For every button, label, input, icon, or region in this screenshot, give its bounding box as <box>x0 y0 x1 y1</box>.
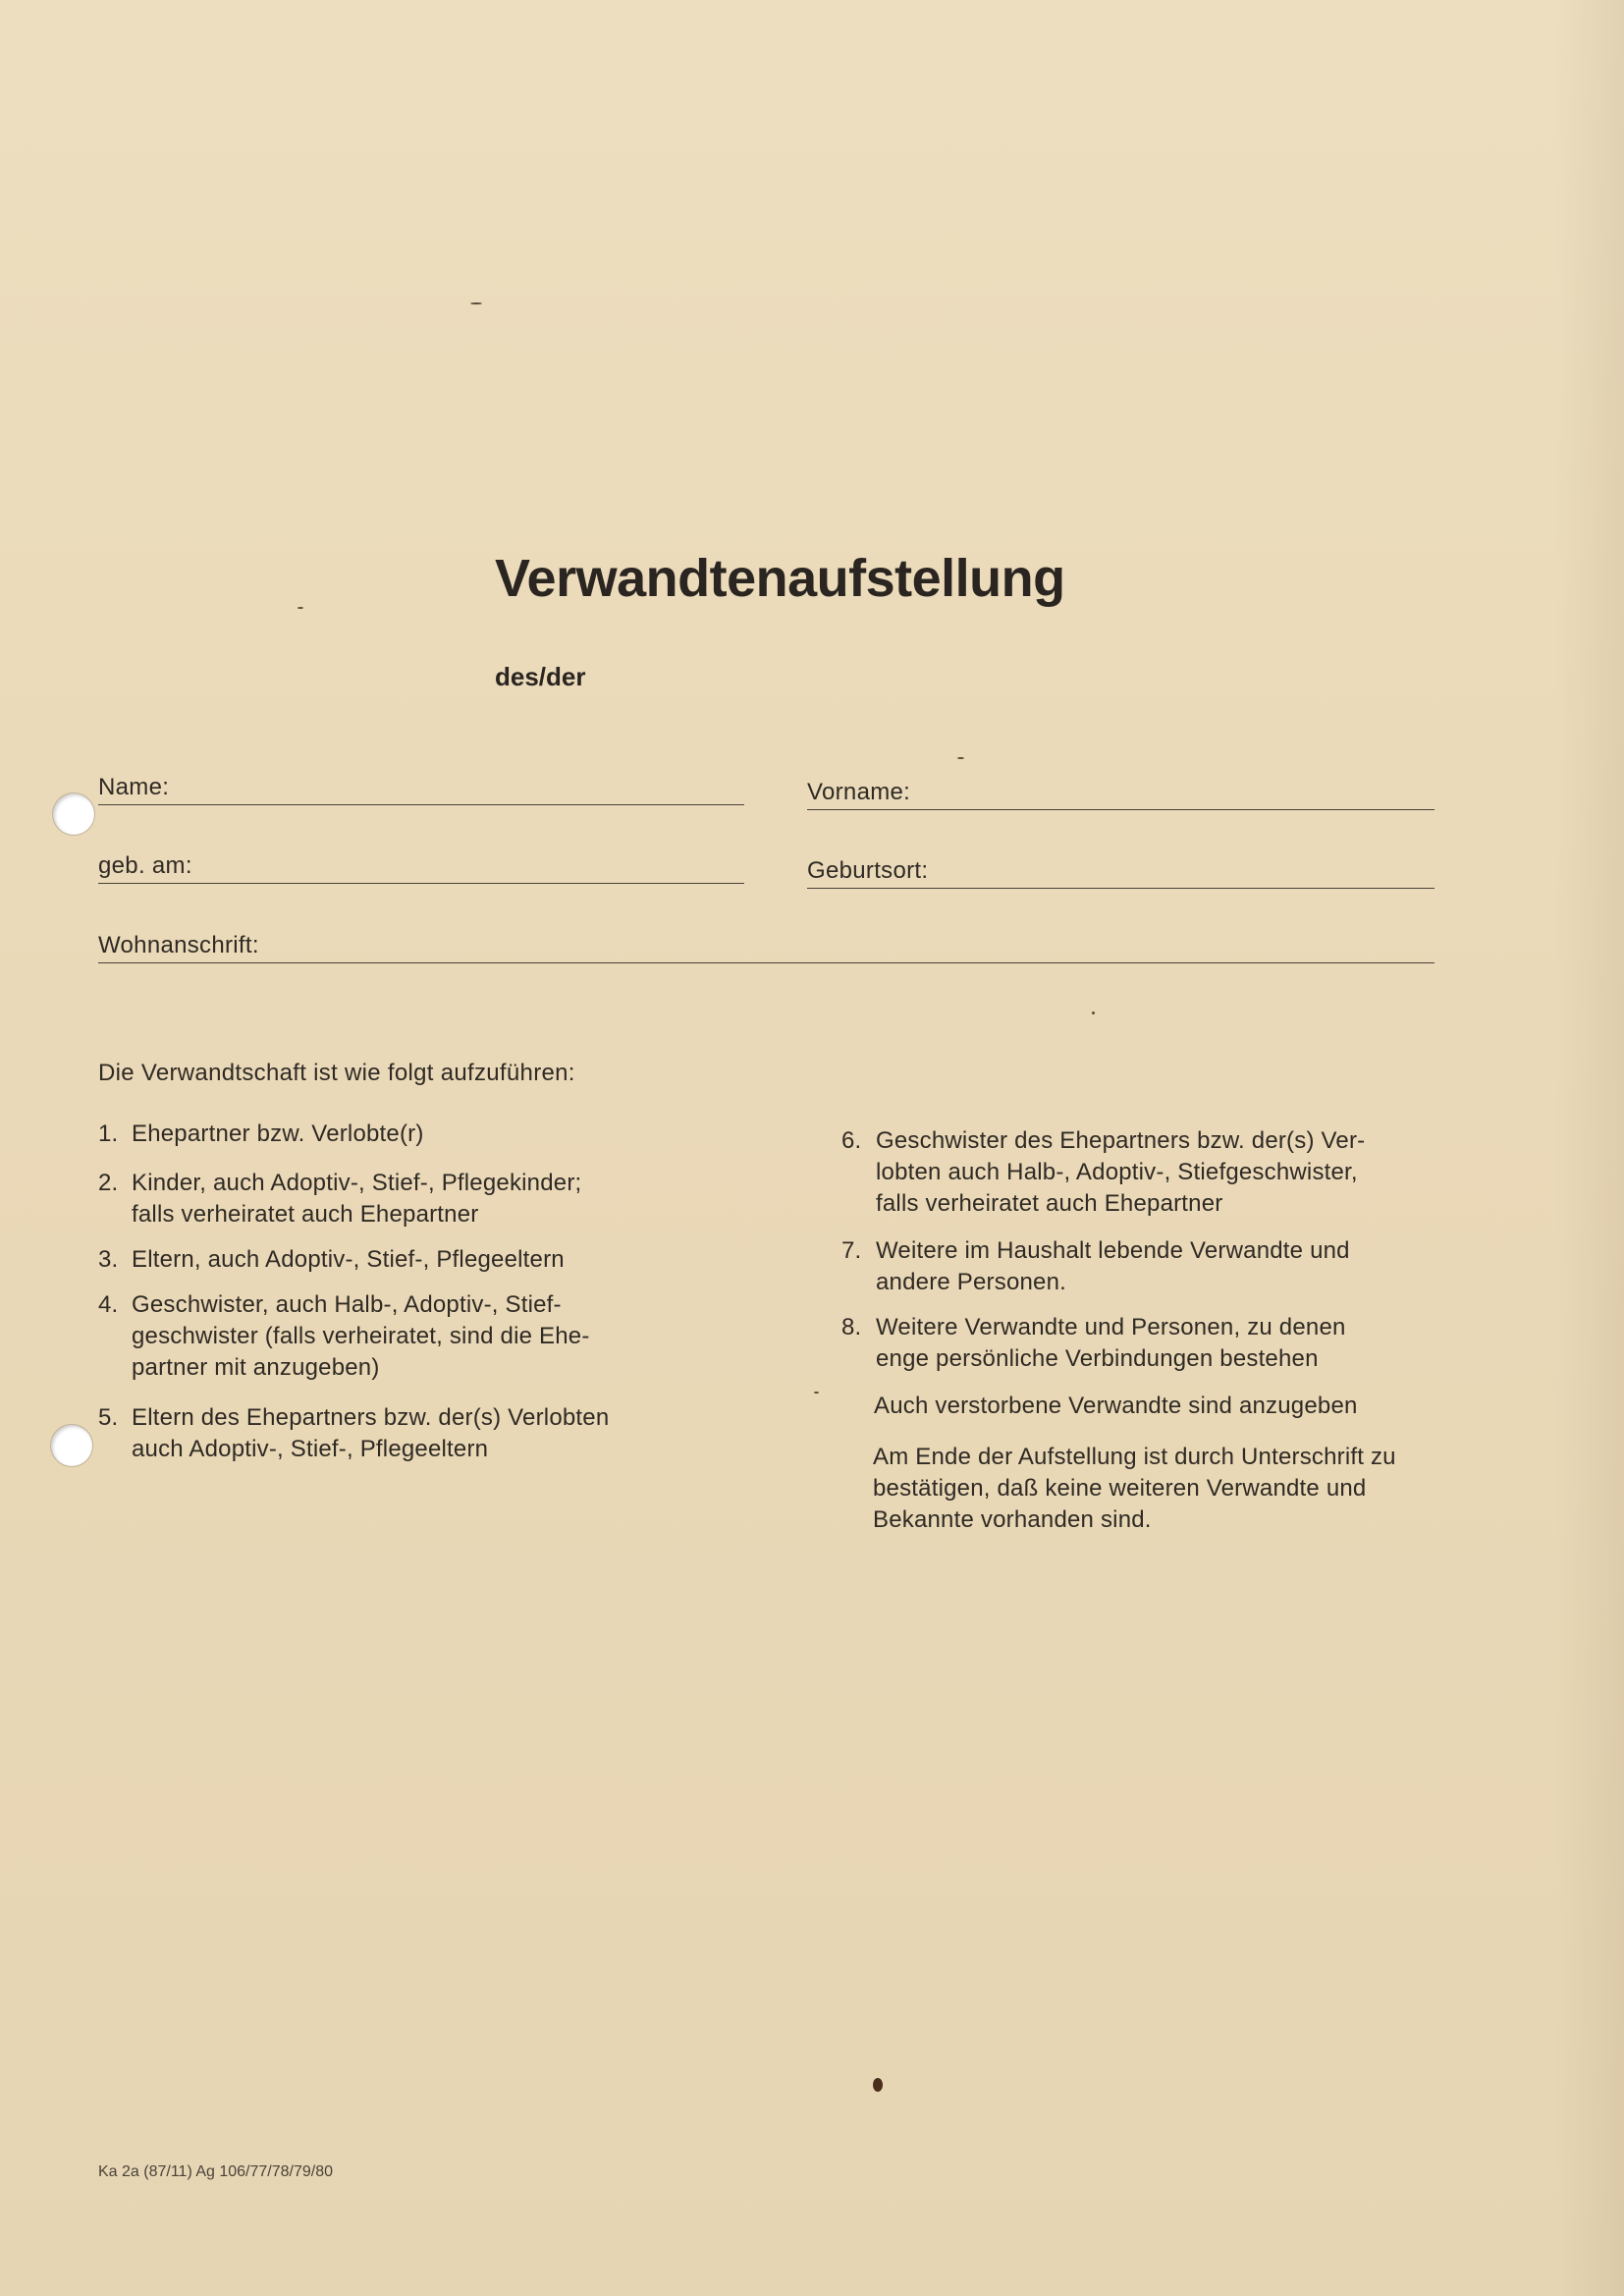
geburtsort-label: Geburtsort: <box>807 857 929 884</box>
name-field[interactable] <box>98 757 744 805</box>
form-subtitle: des/der <box>495 662 586 691</box>
item-text: Geschwister des Ehepartners bzw. der(s) Ver- <box>876 1127 1366 1154</box>
item-text: Ehepartner bzw. Verlobte(r) <box>132 1121 424 1147</box>
item-text: Weitere im Haushalt lebende Verwandte und <box>876 1237 1350 1264</box>
item-text: lobten auch Halb-, Adoptiv-, Stiefgeschwister, <box>876 1159 1358 1185</box>
item-text: Eltern, auch Adoptiv-, Stief-, Pflegeeltern <box>132 1246 565 1273</box>
item-number: 3. <box>98 1246 119 1273</box>
item-text: enge persönliche Verbindungen bestehen <box>876 1345 1319 1372</box>
item-number: 1. <box>98 1121 119 1147</box>
deceased-note: Auch verstorbene Verwandte sind anzugeben <box>874 1393 1358 1419</box>
paper-speck <box>814 1392 819 1394</box>
item-number: 6. <box>841 1127 862 1154</box>
form-title: Verwandtenaufstellung <box>495 549 1065 608</box>
item-text: falls verheiratet auch Ehepartner <box>132 1201 479 1228</box>
item-number: 4. <box>98 1291 119 1318</box>
item-text: falls verheiratet auch Ehepartner <box>876 1190 1223 1217</box>
item-text: Weitere Verwandte und Personen, zu denen <box>876 1314 1346 1340</box>
paper-speck <box>298 607 303 609</box>
vorname-label: Vorname: <box>807 779 911 805</box>
item-number: 5. <box>98 1404 119 1431</box>
form-code: Ka 2a (87/11) Ag 106/77/78/79/80 <box>98 2163 334 2180</box>
confirmation-note: Am Ende der Aufstellung ist durch Unterschrift zu bestätigen, daß keine weiteren Verwandte und Bekannte vorhanden sind. <box>873 1444 1396 1533</box>
instructions-intro: Die Verwandtschaft ist wie folgt aufzuführen: <box>98 1060 575 1086</box>
punch-hole-top <box>53 793 94 835</box>
vorname-field[interactable] <box>807 762 1435 810</box>
name-label: Name: <box>98 774 170 800</box>
wohnanschrift-label: Wohnanschrift: <box>98 932 259 958</box>
geb-am-field[interactable] <box>98 836 744 884</box>
item-text: partner mit anzugeben) <box>132 1354 380 1381</box>
geb-am-label: geb. am: <box>98 852 192 879</box>
wohnanschrift-field[interactable] <box>98 915 1435 963</box>
item-number: 2. <box>98 1170 119 1196</box>
item-text: andere Personen. <box>876 1269 1067 1295</box>
item-number: 8. <box>841 1314 862 1340</box>
item-text: geschwister (falls verheiratet, sind die Ehe- <box>132 1323 590 1349</box>
item-number: 7. <box>841 1237 862 1264</box>
paper-speck <box>470 302 482 304</box>
item-text: Geschwister, auch Halb-, Adoptiv-, Stief- <box>132 1291 562 1318</box>
paper-speck <box>873 2078 883 2092</box>
paper-speck <box>957 757 964 759</box>
punch-hole-bottom <box>51 1425 92 1466</box>
item-text: Eltern des Ehepartners bzw. der(s) Verlobten <box>132 1404 610 1431</box>
geburtsort-field[interactable] <box>807 841 1435 889</box>
paper-speck <box>1092 1011 1095 1014</box>
item-text: auch Adoptiv-, Stief-, Pflegeeltern <box>132 1436 489 1462</box>
item-text: Kinder, auch Adoptiv-, Stief-, Pflegekinder; <box>132 1170 582 1196</box>
